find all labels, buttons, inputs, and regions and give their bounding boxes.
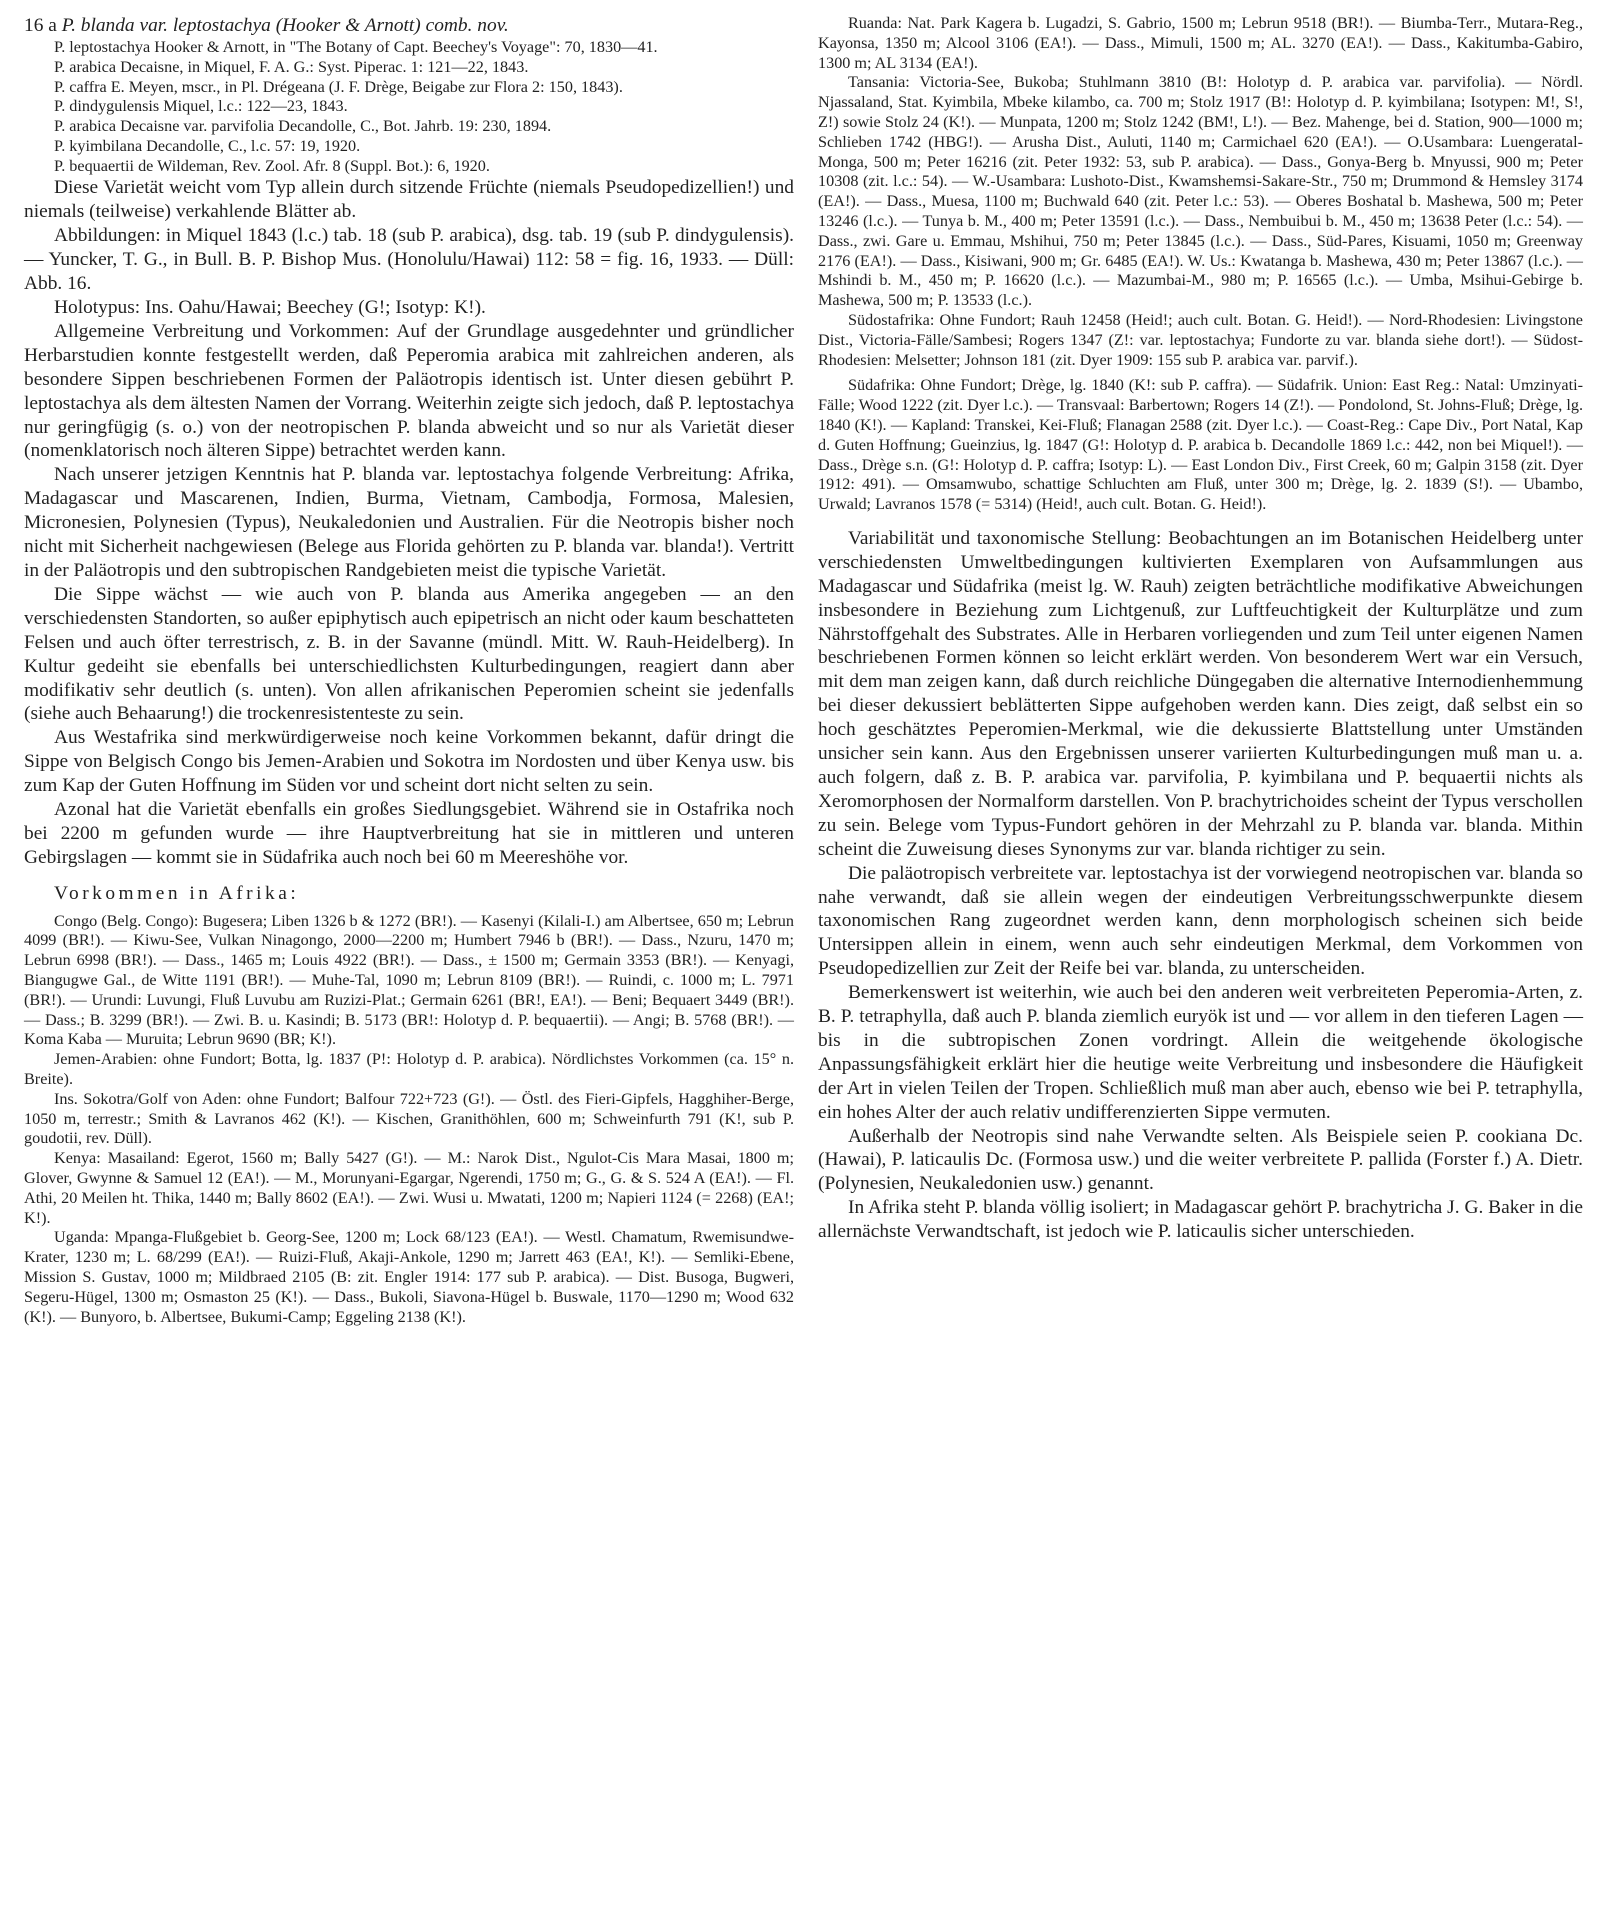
record-sokotra: Ins. Sokotra/Golf von Aden: ohne Fundort; Balfour 722+723 (G!). — Östl. des Fieri-Gipfels, Hagghiher-Berge, 1050 m, terrestr.; Smith & Lavranos 462 (K!). — Kischen, Granithöhlen, 600 m; Schweinfurth 791 (K!, sub P. goudotii, rev. Düll). <box>24 1089 794 1148</box>
paragraph: Azonal hat die Varietät ebenfalls ein großes Siedlungsgebiet. Während sie in Ostafrika noch bei 2200 m gefunden wurde — ihre Hauptverbreitung hat sie in mittleren und unteren Gebirgslagen — kommt sie in Südafrika auch noch bei 60 m Meereshöhe vor. <box>24 799 794 868</box>
synonym-list <box>24 38 794 177</box>
right-column <box>818 14 1583 1244</box>
paragraph: Aus Westafrika sind merkwürdigerweise noch keine Vorkommen bekannt, dafür dringt die Sippe von Belgisch Congo bis Jemen-Arabien und Sokotra im Nordosten und über Kenya usw. bis zum Kap der Guten Hoffnung im Süden vor und scheint dort nicht selten zu sein. <box>24 727 794 797</box>
synonym-item: P. dindygulensis Miquel, l.c.: 122—23, 1843. <box>54 97 348 116</box>
record-congo: Congo (Belg. Congo): Bugesera; Liben 1326 b & 1272 (BR!). — Kasenyi (Kilali-I.) am Albertsee, 650 m; Lebrun 4099 (BR!). — Kiwu-See, Vulkan Ninagongo, 2000—2200 m; Humbert 7946 b (BR!). — Dass., Nzuru, 1470 m; Lebrun 6998 (BR!). — Dass., 1465 m; Louis 4922 (BR!). — Dass., ± 1500 m; Germain 3353 (BR!). — Kenyagi, Biangugwe Gal., de Witte 1191 (BR!). — Muhe-Tal, 1090 m; Lebrun 8109 (BR!). — Ruindi, c. 1000 m; L. 7971 (BR!). — Urundi: Luvungi, Fluß Luvubu am Ruzizi-Plat.; Germain 6261 (BR!, EA!). — Beni; Bequaert 3449 (BR!). — Dass.; B. 3299 (BR!). — Zwi. B. u. Kasindi; B. 5173 (BR!: Holotyp d. P. bequaertii). — Angi; B. 5768 (BR!). — Koma Kaba — Muruita; Lebrun 9690 (BR; K!). <box>24 911 794 1049</box>
paragraph-holotypus: Holotypus: Ins. Oahu/Hawai; Beechey (G!; Isotyp: K!). <box>54 297 486 319</box>
record-ruanda: Ruanda: Nat. Park Kagera b. Lugadzi, S. Gabrio, 1500 m; Lebrun 9518 (BR!). — Biumba-Terr., Mutara-Reg., Kayonsa, 1350 m; Alcool 3106 (EA!). — Dass., Mimuli, 1500 m; AL. 3270 (EA!). — Dass., Kakitumba-Gabiro, 1300 m; AL 3134 (EA!). <box>818 14 1583 72</box>
synonym-item: P. arabica Decaisne, in Miquel, F. A. G.: Syst. Piperac. 1: 121—22, 1843. <box>54 57 529 76</box>
synonym-item: P. caffra E. Meyen, mscr., in Pl. Drégeana (J. F. Drège, Beigabe zur Flora 2: 150, 1843). <box>54 77 623 96</box>
paragraph: Die paläotropisch verbreitete var. leptostachya ist der vorwiegend neotropischen var. blanda so nahe verwandt, daß sie allein wegen der eindeutigen Verbreitungsschwerpunkte diesem taxonomischen Rang zugeordnet werden kann, denn morphologisch scheinen sich beide Untersippen allein in einem, wenn auch sehr eindeutigen Merkmal, dem Vorkommen von Pseudopedizellien zur Zeit der Reife bei var. blanda, zu unterscheiden. <box>818 862 1583 980</box>
paragraph-verbreitung: Allgemeine Verbreitung und Vorkommen: Auf der Grundlage ausgedehnter und gründlicher Herbarstudien konnte festgestellt werden, daß Peperomia arabica mit zahlreichen anderen, als besondere Sippen beschriebenen Formen der Paläotropis identisch ist. Unter diesen gebührt P. leptostachya als dem ältesten Namen der Vorrang. Weiterhin zeigte sich jedoch, daß P. leptostachya nur geringfügig (s. o.) von der neotropischen P. blanda abweicht und so nur als Varietät dieser (nomenklatorisch noch älteren Sippe) betrachtet werden kann. <box>24 320 794 462</box>
record-uganda: Uganda: Mpanga-Flußgebiet b. Georg-See, 1200 m; Lock 68/123 (EA!). — Westl. Chamatum, Rwemisundwe-Krater, 1230 m; L. 68/299 (EA!). — Ruizi-Fluß, Akaji-Ankole, 1290 m; Jarrett 463 (EA!, K!). — Semliki-Ebene, Mission S. Gustav, 1000 m; Mildbraed 2105 (B: zit. Engler 1914: 177 sub P. arabica). — Dist. Busoga, Bugweri, Segeru-Hügel, 1300 m; Osmaston 25 (K!). — Dass., Bukoli, Siavona-Hügel b. Buswale, 1170—1290 m; Wood 632 (K!). — Bunyoro, b. Albertsee, Bukumi-Camp; Eggeling 2138 (K!). <box>24 1228 794 1326</box>
paragraph: Diese Varietät weicht vom Typ allein durch sitzende Früchte (niemals Pseudopedizellien!) und niemals (teilweise) verkahlende Blätter ab. <box>24 177 794 223</box>
paragraph: Die Sippe wächst — wie auch von P. blanda aus Amerika angegeben — an den verschiedensten Standorten, so außer epiphytisch auch epipetrisch an nicht oder kaum beschatteten Felsen und auch öfter terrestrisch, z. B. in der Savanne (mündl. Mitt. W. Rauh-Heidelberg). In Kultur gedeiht sie ebenfalls bei unterschiedlichsten Kulturbedingungen, reagiert dann aber modifikativ sehr deutlich (s. unten). Von allen afrikanischen Peperomien scheint sie jedenfalls (siehe auch Behaarung!) die trockenresistenteste zu sein. <box>24 583 794 725</box>
record-suedafrika: Südafrika: Ohne Fundort; Drège, lg. 1840 (K!: sub P. caffra). — Südafrik. Union: East Reg.: Natal: Umzinyati-Fälle; Wood 1222 (zit. Dyer l.c.). — Transvaal: Barbertown; Rogers 14 (Z!). — Pondolond, St. Johns-Fluß; Drège, lg. 1840 (K!). — Kapland: Transkei, Kei-Fluß; Flanagan 2588 (zit. Dyer l.c.). — Coast-Reg.: Cape Div., Port Natal, Kap d. Guten Hoffnung; Gueinzius, lg. 1847 (G!: Holotyp d. P. arabica b. Decandolle 1869 l.c.: 442, non bei Miquel!). — Dass., Drège s.n. (G!: Holotyp d. P. caffra; Isotyp: L). — East London Div., First Creek, 60 m; Galpin 3158 (zit. Dyer 1912: 491). — Omsamwubo, schattige Schluchten am Fluß, unter 300 m; Drège, lg. 2. 1839 (S!). — Ubambo, Urwald; Lavranos 1578 (= 5314) (Heid!, auch cult. Botan. G. Heid!). <box>818 376 1583 514</box>
synonym-item: P. kyimbilana Decandolle, C., l.c. 57: 19, 1920. <box>54 136 361 155</box>
record-jemen: Jemen-Arabien: ohne Fundort; Botta, lg. 1837 (P!: Holotyp d. P. arabica). Nördlichstes Vorkommen (ca. 15° n. Breite). <box>24 1050 794 1089</box>
paragraph: In Afrika steht P. blanda völlig isoliert; in Madagascar gehört P. brachytricha J. G. Baker in die allernächste Verwandtschaft, ist jedoch wie P. laticaulis sicher unterschieden. <box>818 1197 1583 1243</box>
entry-title: P. blanda var. leptostachya (Hooker & Arnott) comb. nov. <box>61 15 509 36</box>
paragraph-abbildungen: Abbildungen: in Miquel 1843 (l.c.) tab. 18 (sub P. arabica), dsg. tab. 19 (sub P. dindygulensis). — Yuncker, T. G., in Bull. B. P. Bishop Mus. (Honolulu/Hawai) 112: 58 = fig. 16, 1933. — Düll: Abb. 16. <box>24 225 794 295</box>
synonym-item: P. bequaertii de Wildeman, Rev. Zool. Afr. 8 (Suppl. Bot.): 6, 1920. <box>54 156 490 175</box>
section-heading-vorkommen: Vorkommen in Afrika: <box>54 882 300 904</box>
paragraph: Nach unserer jetzigen Kenntnis hat P. blanda var. leptostachya folgende Verbreitung: Afrika, Madagascar und Mascarenen, Indien, Burma, Vietnam, Cambodja, Formosa, Malesien, Micronesien, Polynesien (Typus), Neukaledonien und Australien. Für die Neotropis bisher noch nicht mit Sicherheit nachgewiesen (Belege aus Florida gehörten zu P. blanda var. blanda!). Vertritt in der Paläotropis und den subtropischen Randgebieten meist die typische Varietät. <box>24 464 794 581</box>
left-column <box>24 14 794 1327</box>
entry-number: 16 a <box>24 15 57 36</box>
paragraph-variabilitaet: Variabilität und taxonomische Stellung: Beobachtungen an im Botanischen Heidelberg unter verschiedensten Umweltbedingungen kultivierten Exemplaren von Aufsammlungen aus Madagascar und Südafrika (meist lg. W. Rauh) zeigten beträchtliche modifikative Abweichungen insbesondere in Beziehung zum Lichtgenuß, zur Luftfeuchtigkeit der Kulturplätze und zum Nährstoffgehalt des Substrates. Alle in Herbaren vorliegenden und zum Teil unter eigenen Namen beschriebenen Formen können so leicht erklärt werden. Von besonderem Wert war ein Versuch, mit dem man zeigen kann, daß durch reichliche Düngegaben die alternative Internodienhemmung bei dieser dekussiert beblätterten Sippe aufgehoben werden kann. Dies zeigt, daß selbst ein so hoch geschätztes Peperomien-Merkmal, wie die dekussierte Blattstellung unter Umständen unsicher sein kann. Aus den Ergebnissen unserer variierten Kulturbedingungen muß man u. a. auch folgern, daß z. B. P. arabica var. parvifolia, P. kyimbilana und P. bequaertii nichts als Xeromorphosen der Normalform darstellen. Von P. brachytrichoides scheint der Typus verschollen zu sein. Belege vom Typus-Fundort gehören in der Mehrzahl zu P. blanda var. blanda. Mithin scheint die Zuweisung dieses Synonyms zur var. blanda richtiger zu sein. <box>818 527 1583 860</box>
synonym-item: P. arabica Decaisne var. parvifolia Decandolle, C., Bot. Jahrb. 19: 230, 1894. <box>54 117 552 136</box>
paragraph: Bemerkenswert ist weiterhin, wie auch bei den anderen weit verbreiteten Peperomia-Arten, z. B. P. tetraphylla, daß auch P. blanda ziemlich euryök ist und — vor allem in den tieferen Lagen — bis in die subtropischen Zonen vordringt. Allein die weitgehende ökologische Anpassungsfähigkeit erklärt hier die heutige weite Verbreitung und insbesondere die Häufigkeit der Art in vielen Teilen der Tropen. Schließlich muß man aber auch, ebenso wie bei P. tetraphylla, ein hohes Alter der auch relativ undifferenzierten Sippe vermuten. <box>818 982 1583 1123</box>
synonym-item: P. leptostachya Hooker & Arnott, in "The Botany of Capt. Beechey's Voyage": 70, 1830—41. <box>54 37 658 56</box>
record-kenya: Kenya: Masailand: Egerot, 1560 m; Bally 5427 (G!). — M.: Narok Dist., Ngulot-Cis Mara Masai, 1800 m; Glover, Gwynne & Samuel 12 (EA!). — M., Morunyani-Egargar, Ngerendi, 1750 m; G., G. & S. 524 A (EA!). — Fl. Athi, 20 Meilen ht. Thika, 1440 m; Bally 8602 (EA!). — Zwi. Wusi u. Mwatati, 1200 m; Napieri 1124 (= 2268) (EA!; K!). <box>24 1149 794 1227</box>
paragraph: Außerhalb der Neotropis sind nahe Verwandte selten. Als Beispiele seien P. cookiana Dc. (Hawai), P. laticaulis Dc. (Formosa usw.) und die weiter verbreitete P. pallida (Forster f.) A. Dietr. (Polynesien, Neukaledonien usw.) genannt. <box>818 1125 1583 1195</box>
record-tansania: Tansania: Victoria-See, Bukoba; Stuhlmann 3810 (B!: Holotyp d. P. arabica var. parvifolia). — Nördl. Njassaland, Stat. Kyimbila, Mbeke kilambo, ca. 700 m; Stolz 1917 (B!: Holotyp d. P. kyimbilana; Isotypen: M!, S!, Z!) sowie Stolz 24 (K!). — Munpata, 1200 m; Stolz 1242 (BM!, L!). — Bez. Mahenge, bei d. Station, 900—1000 m; Schlieben 1742 (HBG!). — Arusha Dist., Auluti, 1140 m; Carmichael 620 (EA!). — O.Usambara: Luengeratal-Monga, 500 m; Peter 16216 (zit. Peter 1932: 53, sub P. arabica). — Dass., Gonya-Berg b. Mnyussi, 900 m; Peter 10308 (zit. l.c.: 54). — W.-Usambara: Lushoto-Dist., Kwamshemsi-Sakare-Str., 750 m; Drummond & Hemsley 3174 (EA!). — Dass., Muesa, 1100 m; Buchwald 640 (zit. Peter l.c.: 53). — Oberes Boshatal b. Mashewa, 500 m; Peter 13246 (l.c.). — Tunya b. M., 400 m; Peter 13591 (l.c.). — Dass., Nembuibui b. M., 450 m; 13638 Peter (l.c.: 54). — Dass., zwi. Gare u. Emmau, Mshihui, 750 m; Peter 13845 (l.c.). — Dass., Süd-Pares, Kisuami, 1050 m; Greenway 2176 (EA!). — Dass., Kisiwani, 900 m; Gr. 6485 (EA!). W. Us.: Kwatanga b. Mashewa, 430 m; Peter 13867 (l.c.). — Mshindi b. M., 450 m; P. 16620 (l.c.). — Mazumbai-M., 980 m; P. 16565 (l.c.). — Umba, Msihui-Gebirge b. Mashewa, 500 m; P. 13533 (l.c.). <box>818 73 1583 310</box>
entry-heading <box>24 14 794 38</box>
record-suedostafrika: Südostafrika: Ohne Fundort; Rauh 12458 (Heid!; auch cult. Botan. G. Heid!). — Nord-Rhodesien: Livingstone Dist., Victoria-Fälle/Sambesi; Rogers 1347 (Z!: var. leptostachya; Fundorte zu var. blanda siehe dort!). — Südost-Rhodesien: Melsetter; Johnson 181 (zit. Dyer 1909: 155 sub P. arabica var. parvif.). <box>818 310 1583 369</box>
